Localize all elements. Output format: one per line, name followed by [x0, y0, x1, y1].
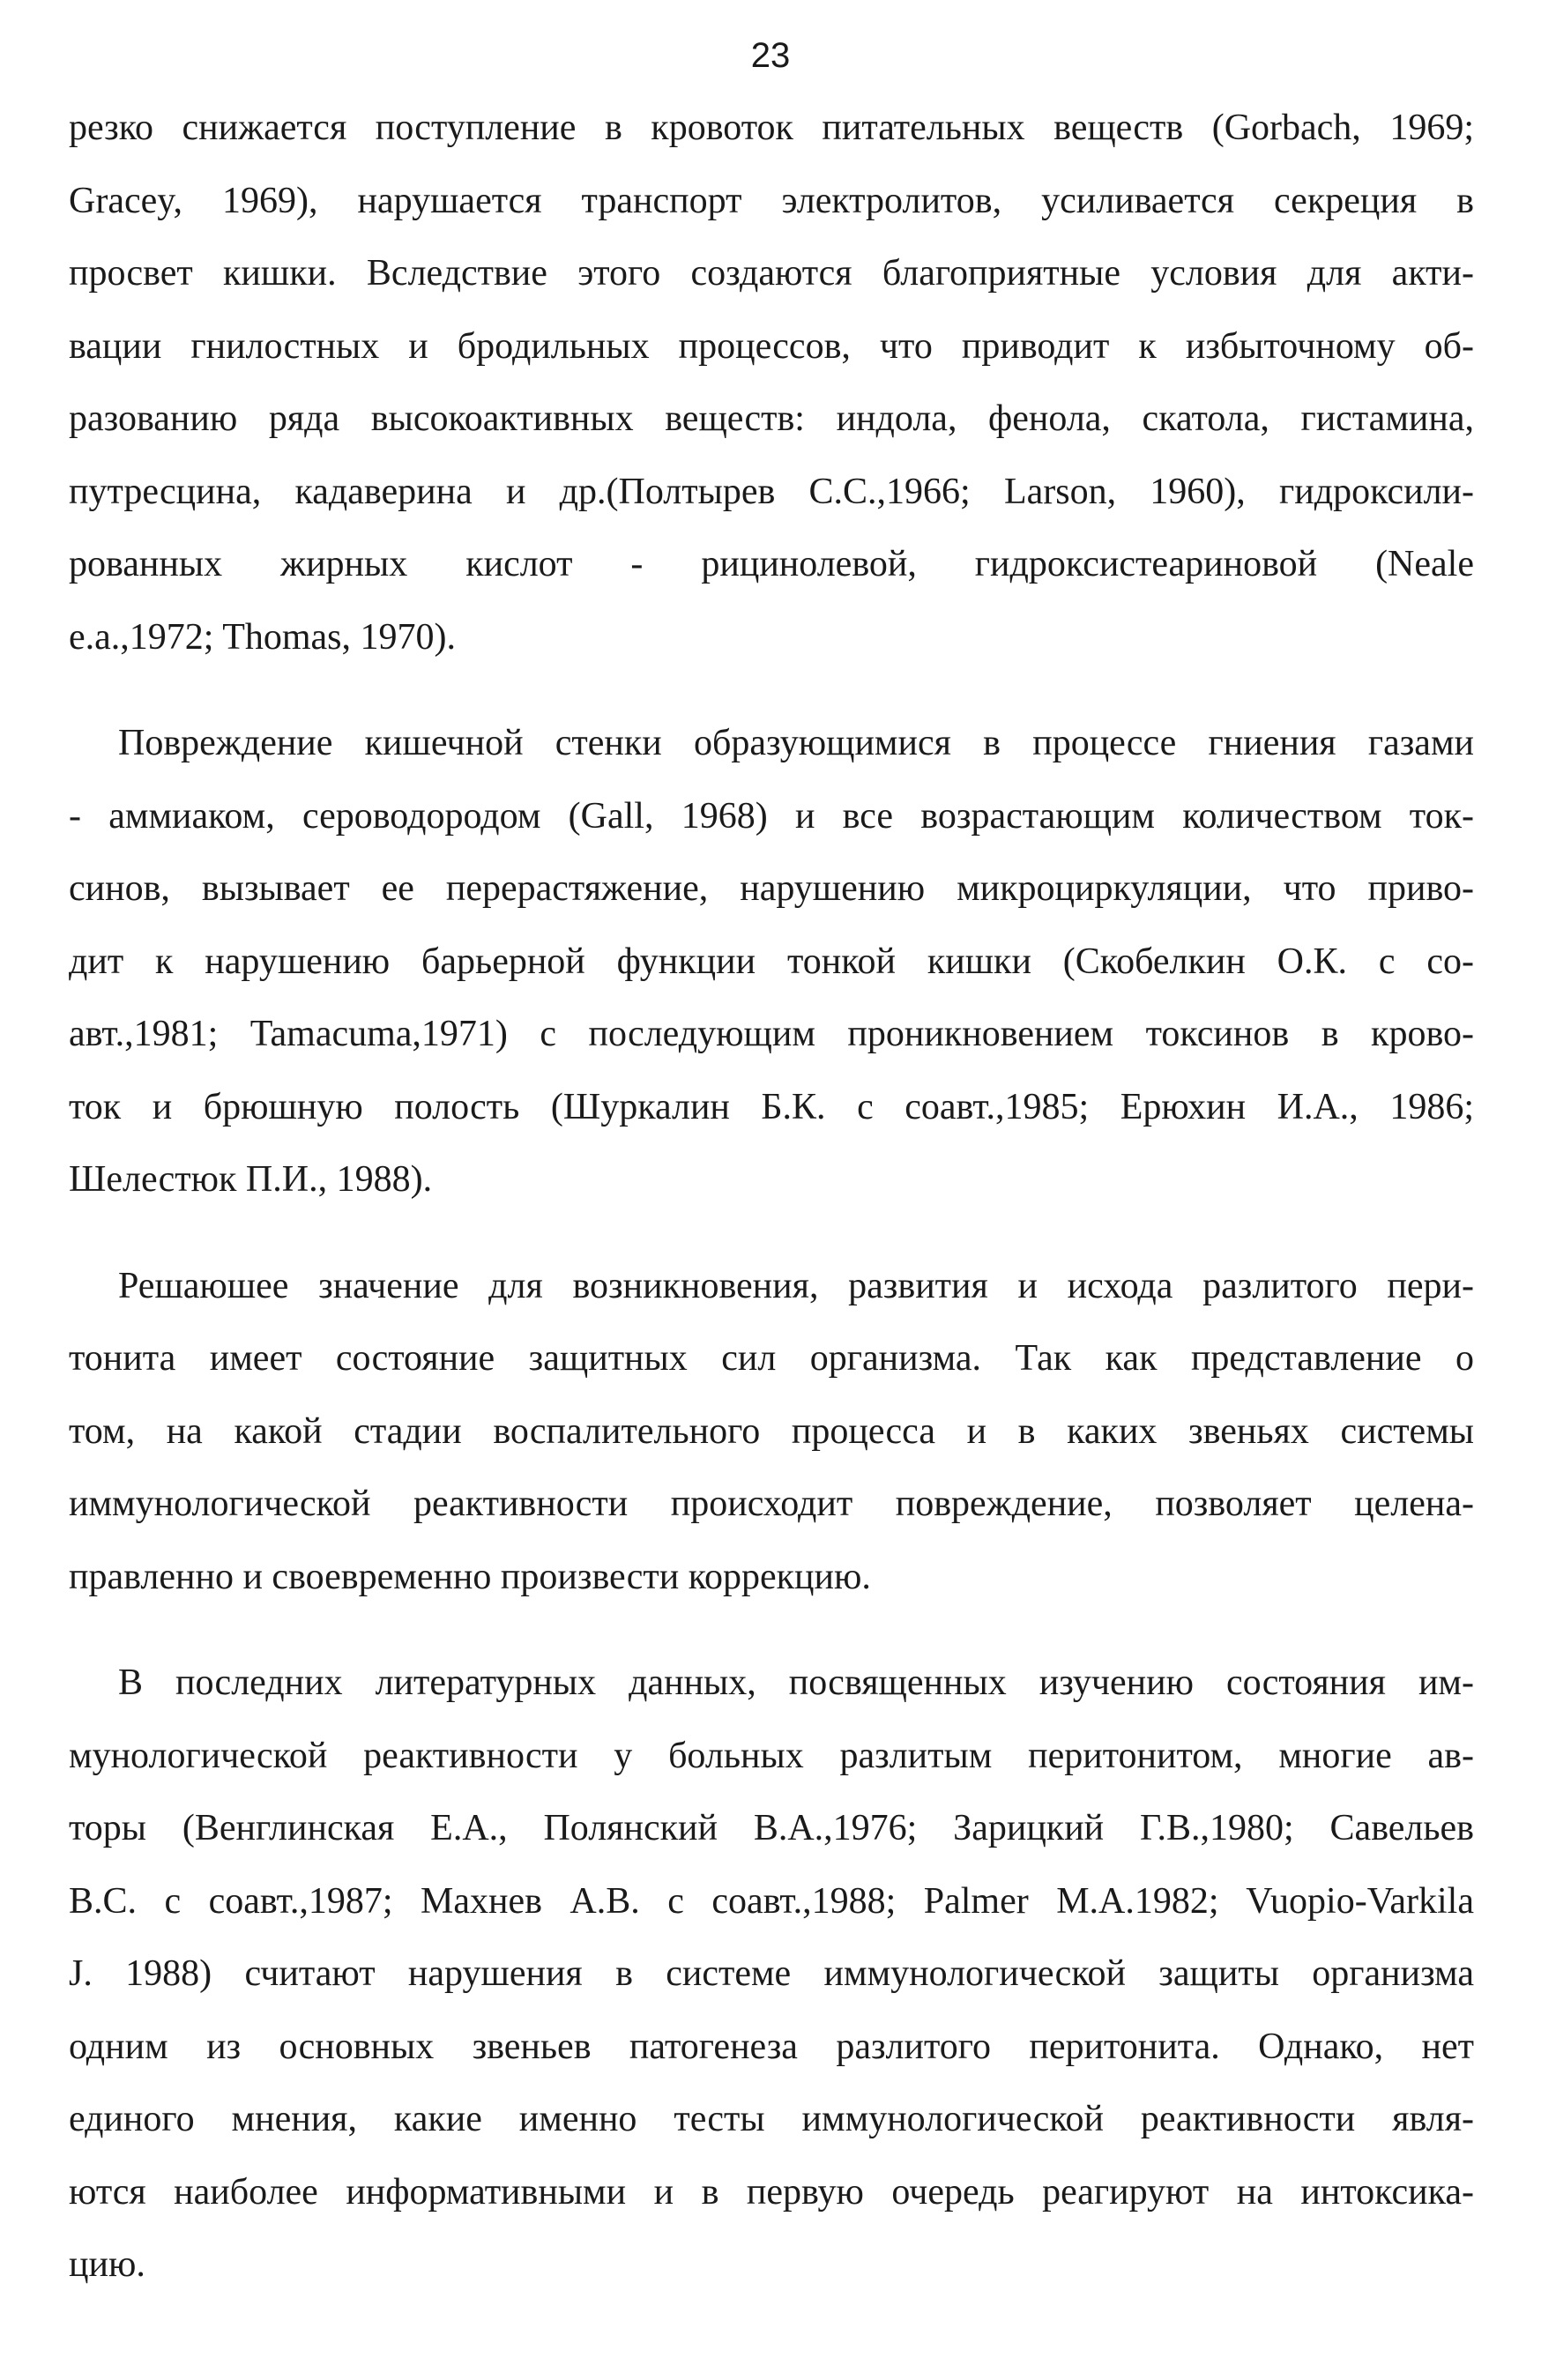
text-line: ются наиболее информативными и в первую очередь реагируют на интоксика-	[69, 2171, 1474, 2213]
text-line: разованию ряда высокоактивных веществ: индола, фенола, скатола, гистамина,	[69, 398, 1474, 439]
text-line: рованных жирных кислот - рицинолевой, гидроксистеариновой (Neale	[69, 544, 1474, 584]
text-line: e.a.,1972; Thomas, 1970).	[69, 616, 456, 658]
paragraph-gap	[69, 673, 1474, 707]
text-line: вации гнилостных и бродильных процессов, что приводит к избыточному об-	[69, 325, 1474, 367]
text-line: том, на какой стадии воспалительного процесса и в каких звеньях системы	[69, 1410, 1474, 1452]
paragraph-gap	[69, 1216, 1474, 1250]
text-line: Шелестюк П.И., 1988).	[69, 1159, 433, 1200]
text-line: путресцина, кадаверина и др.(Полтырев С.С.,1966; Larson, 1960), гидроксили-	[69, 471, 1474, 512]
text-line: - аммиаком, сероводородом (Gall, 1968) и все возрастающим количеством ток-	[69, 795, 1474, 837]
text-line: иммунологической реактивности происходит повреждение, позволяет целена-	[69, 1484, 1474, 1524]
paragraph	[69, 707, 1474, 1216]
text-line: Повреждение кишечной стенки образующимися в процессе гниения газами	[118, 723, 1474, 763]
paragraph	[69, 1250, 1474, 1614]
text-line: Gracey, 1969), нарушается транспорт электролитов, усиливается секреция в	[69, 180, 1474, 221]
text-line: мунологической реактивности у больных разлитым перитонитом, многие ав-	[69, 1735, 1474, 1776]
text-line: цию.	[69, 2244, 145, 2285]
text-line: ток и брюшную полость (Шуркалин Б.К. с соавт.,1985; Ерюхин И.А., 1986;	[69, 1086, 1474, 1127]
text-line: одним из основных звеньев патогенеза разлитого перитонита. Однако, нет	[69, 2026, 1474, 2067]
paragraph	[69, 1647, 1474, 2302]
text-line: торы (Венглинская Е.А., Полянский В.А.,1976; Зарицкий Г.В.,1980; Савельев	[69, 1808, 1474, 1848]
text-line: Решаюшее значение для возникновения, развития и исхода разлитого пери-	[118, 1265, 1474, 1306]
text-line: единого мнения, какие именно тесты иммунологической реактивности явля-	[69, 2099, 1474, 2139]
text-line: правленно и своевременно произвести коррекцию.	[69, 1556, 871, 1597]
text-line: авт.,1981; Tamacuma,1971) с последующим проникновением токсинов в крово-	[69, 1014, 1474, 1054]
document-body	[69, 92, 1474, 2302]
text-line: резко снижается поступление в кровоток питательных веществ (Gorbach, 1969;	[69, 108, 1474, 148]
text-line: просвет кишки. Вследствие этого создаются благоприятные условия для акти-	[69, 253, 1474, 294]
text-line: дит к нарушению барьерной функции тонкой кишки (Скобелкин О.К. с со-	[69, 941, 1474, 982]
text-line: В.С. с соавт.,1987; Махнев А.В. с соавт.,1988; Palmer M.A.1982; Vuopio-Varkila	[69, 1880, 1474, 1922]
text-line: тонита имеет состояние защитных сил организма. Так как представление о	[69, 1338, 1474, 1379]
text-line: J. 1988) считают нарушения в системе иммунологической защиты организма	[69, 1953, 1474, 1994]
paragraph-gap	[69, 1613, 1474, 1647]
text-line: синов, вызывает ее перерастяжение, нарушению микроциркуляции, что приво-	[69, 868, 1474, 909]
text-line: В последних литературных данных, посвященных изучению состояния им-	[118, 1662, 1474, 1703]
page-number: 23	[750, 36, 791, 75]
paragraph	[69, 92, 1474, 673]
